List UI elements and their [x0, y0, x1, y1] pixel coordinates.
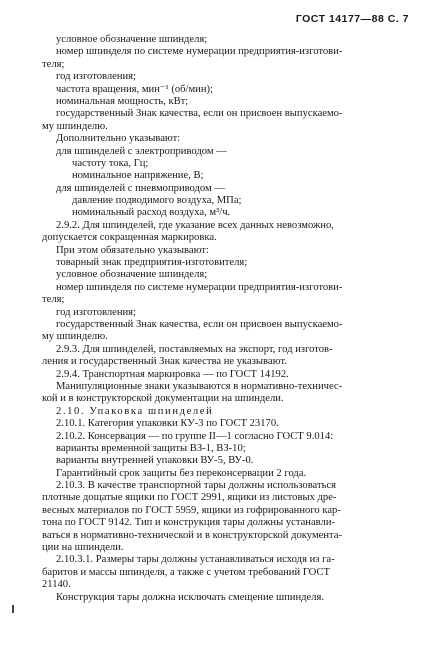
text-line: ваться в нормативно-технической и в конструкторской документа- [42, 529, 343, 541]
text-line: 2.9.4. Транспортная маркировка — по ГОСТ 14192. [56, 368, 289, 380]
text-line: 2.10. Упаковка шпинделей [56, 405, 214, 417]
page-header: ГОСТ 14177—88 С. 7 [295, 13, 409, 25]
text-line: му шпинделю. [42, 331, 108, 343]
text-line: 21140. [42, 579, 71, 591]
text-line: год изготовления; [56, 71, 136, 83]
text-line: варианты временной защиты ВЗ-1, ВЗ-10; [56, 442, 246, 454]
text-line: номинальное напряжение, В; [72, 170, 204, 182]
text-line: Конструкция тары должна исключать смещение шпинделя. [56, 591, 325, 603]
text-line: Гарантийный срок защиты без переконсервации 2 года. [56, 467, 307, 479]
text-line: тона по ГОСТ 9142. Тип и конструкция тары должны устанавли- [42, 517, 336, 529]
text-line: государственный Знак качества, если он присвоен выпускаемо- [56, 318, 343, 330]
text-line: для шпинделей с электроприводом — [56, 145, 227, 157]
text-line: варианты внутренней упаковки ВУ-5, ВУ-0. [56, 455, 254, 467]
text-line: давление подводимого воздуха, МПа; [72, 195, 242, 207]
text-line: 2.9.3. Для шпинделей, поставляемых на экспорт, год изготов- [56, 343, 333, 355]
text-line: кой и в конструкторской документации на шпиндели. [42, 393, 284, 405]
text-line: частоту тока, Гц; [72, 157, 149, 169]
text-line: Манипуляционные знаки указываются в нормативно-техничес- [56, 380, 343, 392]
text-line: товарный знак предприятия-изготовителя; [56, 257, 248, 269]
text-line: год изготовления; [56, 306, 136, 318]
text-line: му шпинделю. [42, 120, 108, 132]
text-line: 2.10.2. Консервация — по группе II—1 согласно ГОСТ 9.014: [56, 430, 334, 442]
text-line: номинальный расход воздуха, м³/ч. [72, 207, 231, 219]
text-line: условное обозначение шпинделя; [56, 34, 208, 45]
document-body [42, 34, 408, 604]
margin-mark [12, 605, 14, 613]
text-line: номер шпинделя по системе нумерации предприятия-изготови- [56, 46, 343, 58]
text-line: 2.10.1. Категория упаковки КУ-3 по ГОСТ 23170. [56, 418, 279, 430]
text-line: ции на шпиндели. [42, 542, 124, 554]
text-line: частота вращения, мин⁻¹ (об/мин); [56, 83, 213, 95]
text-line: теля; [42, 294, 65, 306]
text-line: плотные дощатые ящики по ГОСТ 2991, ящики из листовых дре- [42, 492, 337, 504]
text-line: Дополнительно указывают: [56, 133, 181, 145]
text-line: 2.10.3. В качестве транспортной тары должны использоваться [56, 480, 337, 492]
text-line: весных материалов по ГОСТ 5959, ящики из гофрированного кар- [42, 504, 341, 516]
text-line: допускается сокращенная маркировка. [42, 232, 217, 244]
text-line: 2.9.2. Для шпинделей, где указание всех данных невозможно, [56, 219, 334, 231]
text-line: баритов и массы шпинделя, а также с учетом требований ГОСТ [42, 566, 330, 578]
text-line: ления и государственный Знак качества не указывают. [42, 356, 287, 368]
text-line: условное обозначение шпинделя; [56, 269, 208, 281]
text-line: номер шпинделя по системе нумерации предприятия-изготови- [56, 281, 343, 293]
text-line: теля; [42, 58, 65, 70]
text-line: При этом обязательно указывают: [56, 244, 209, 256]
text-line: государственный Знак качества, если он присвоен выпускаемо- [56, 108, 343, 120]
text-line: 2.10.3.1. Размеры тары должны устанавливаться исходя из га- [56, 554, 335, 566]
text-line: номинальная мощность, кВт; [56, 95, 189, 107]
text-line: для шпинделей с пневмоприводом — [56, 182, 225, 194]
